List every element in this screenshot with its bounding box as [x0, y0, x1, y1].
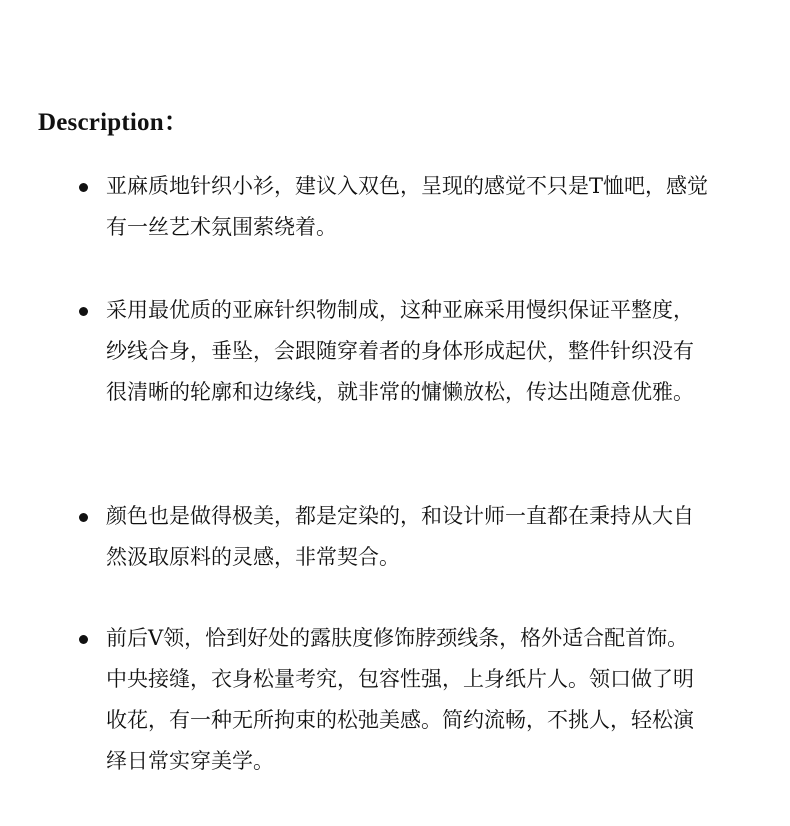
list-item-text: 前后V领，恰到好处的露肤度修饰脖颈线条，格外适合配首饰。中央接缝，衣身松量考究，包容性强，上身纸片人。领口做了明收花，有一种无所拘束的松弛美感。简约流畅，不挑人，轻松演绎日常实穿美学。	[106, 626, 694, 773]
list-item-text: 采用最优质的亚麻针织物制成，这种亚麻采用慢织保证平整度，纱线合身，垂坠，会跟随穿着者的身体形成起伏，整件针织没有很清晰的轮廓和边缘线，就非常的慵懒放松，传达出随意优雅。	[106, 298, 694, 404]
list-item	[106, 496, 708, 578]
description-heading: Description：	[38, 109, 189, 136]
bullet-icon	[79, 513, 88, 522]
bullet-icon	[79, 183, 88, 192]
bullet-icon	[79, 307, 88, 316]
list-item	[106, 166, 708, 248]
list-item	[106, 618, 708, 782]
list-item	[106, 290, 708, 413]
list-item-text: 颜色也是做得极美，都是定染的，和设计师一直都在秉持从大自然汲取原料的灵感，非常契合。	[106, 504, 694, 569]
bullet-icon	[79, 635, 88, 644]
list-item-text: 亚麻质地针织小衫，建议入双色，呈现的感觉不只是T恤吧，感觉有一丝艺术氛围萦绕着。	[106, 174, 709, 239]
